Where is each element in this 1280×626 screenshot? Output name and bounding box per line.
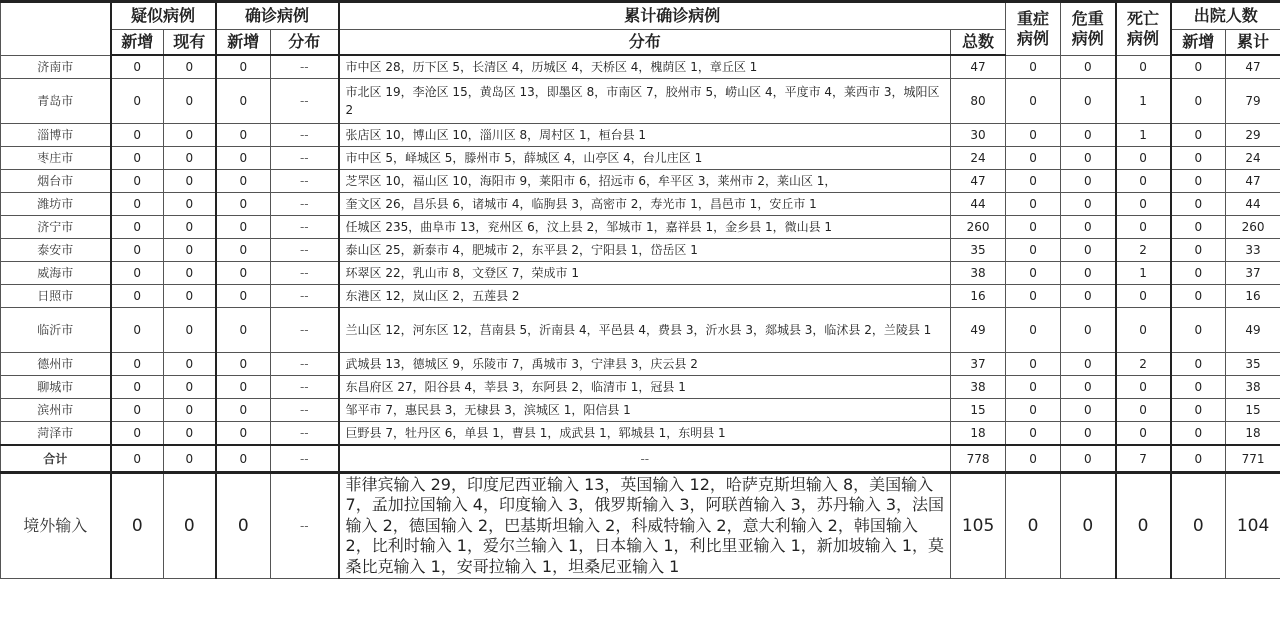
discharged-cumulative-cell: 47	[1226, 55, 1280, 79]
imported-cases-row	[1, 473, 1280, 579]
suspected-new-cell: 0	[111, 422, 164, 446]
death-cell: 1	[1116, 262, 1171, 285]
discharged-cumulative-cell: 38	[1226, 376, 1280, 399]
suspected-new-cell: 0	[111, 124, 164, 147]
critical-cell: 0	[1061, 308, 1116, 353]
cumulative-distribution-cell: 兰山区 12，河东区 12，莒南县 5，沂南县 4，平邑县 4，费县 3，沂水县 3，郯城县 3，临沭县 2，兰陵县 1	[339, 308, 951, 353]
suspected-new-cell: 0	[111, 216, 164, 239]
critical-cell: 0	[1061, 285, 1116, 308]
confirmed-new-cell: 0	[216, 308, 271, 353]
suspected-current-cell: 0	[164, 55, 216, 79]
discharged-cumulative-cell: 18	[1226, 422, 1280, 446]
critical-cell: 0	[1061, 445, 1116, 473]
header-cumulative-total: 总数	[951, 30, 1006, 56]
suspected-new-cell: 0	[111, 308, 164, 353]
death-cell: 0	[1116, 285, 1171, 308]
critical-cell: 0	[1061, 124, 1116, 147]
suspected-new-cell: 0	[111, 239, 164, 262]
critical-cell: 0	[1061, 147, 1116, 170]
critical-cell: 0	[1061, 239, 1116, 262]
cumulative-distribution-cell: 泰山区 25，新泰市 4，肥城市 2，东平县 2，宁阳县 1，岱岳区 1	[339, 239, 951, 262]
cumulative-distribution-cell: 武城县 13，德城区 9，乐陵市 7，禹城市 3，宁津县 3，庆云县 2	[339, 353, 951, 376]
confirmed-new-cell: 0	[216, 262, 271, 285]
suspected-new-cell: 0	[111, 55, 164, 79]
discharged-new-cell: 0	[1171, 79, 1226, 124]
cumulative-distribution-cell: 东昌府区 27，阳谷县 4，莘县 3，东阿县 2，临清市 1，冠县 1	[339, 376, 951, 399]
confirmed-new-cell: 0	[216, 376, 271, 399]
death-cell: 7	[1116, 445, 1171, 473]
confirmed-distribution-cell: --	[271, 445, 339, 473]
suspected-new-cell: 0	[111, 170, 164, 193]
death-cell: 0	[1116, 473, 1171, 579]
table-row	[1, 55, 1280, 79]
confirmed-distribution-cell: --	[271, 473, 339, 579]
cumulative-total-cell: 35	[951, 239, 1006, 262]
severe-cell: 0	[1006, 422, 1061, 446]
severe-cell: 0	[1006, 216, 1061, 239]
discharged-new-cell: 0	[1171, 262, 1226, 285]
severe-cell: 0	[1006, 170, 1061, 193]
severe-cell: 0	[1006, 376, 1061, 399]
confirmed-distribution-cell: --	[271, 147, 339, 170]
confirmed-distribution-cell: --	[271, 79, 339, 124]
suspected-current-cell: 0	[164, 285, 216, 308]
discharged-new-cell: 0	[1171, 239, 1226, 262]
discharged-cumulative-cell: 44	[1226, 193, 1280, 216]
suspected-new-cell: 0	[111, 445, 164, 473]
cumulative-total-cell: 24	[951, 147, 1006, 170]
discharged-new-cell: 0	[1171, 445, 1226, 473]
cumulative-distribution-cell: 任城区 235，曲阜市 13，兖州区 6，汶上县 2，邹城市 1，嘉祥县 1，金乡县 1，微山县 1	[339, 216, 951, 239]
cumulative-distribution-cell: 环翠区 22，乳山市 8，文登区 7，荣成市 1	[339, 262, 951, 285]
cumulative-total-cell: 15	[951, 399, 1006, 422]
header-discharged: 出院人数	[1171, 2, 1280, 30]
table-row	[1, 285, 1280, 308]
cumulative-distribution-cell: 张店区 10，博山区 10，淄川区 8，周村区 1，桓台县 1	[339, 124, 951, 147]
suspected-current-cell: 0	[164, 124, 216, 147]
suspected-new-cell: 0	[111, 399, 164, 422]
city-cell: 境外输入	[1, 473, 111, 579]
total-row	[1, 445, 1280, 473]
confirmed-new-cell: 0	[216, 285, 271, 308]
cumulative-distribution-cell: 市北区 19，李沧区 15，黄岛区 13，即墨区 8，市南区 7，胶州市 5，崂山区 4，平度市 4，莱西市 3，城阳区 2	[339, 79, 951, 124]
death-cell: 2	[1116, 353, 1171, 376]
severe-cell: 0	[1006, 445, 1061, 473]
header-critical: 危重 病例	[1061, 2, 1116, 56]
confirmed-new-cell: 0	[216, 445, 271, 473]
city-cell: 青岛市	[1, 79, 111, 124]
suspected-new-cell: 0	[111, 285, 164, 308]
discharged-cumulative-cell: 49	[1226, 308, 1280, 353]
discharged-new-cell: 0	[1171, 399, 1226, 422]
confirmed-distribution-cell: --	[271, 193, 339, 216]
table-row	[1, 216, 1280, 239]
cumulative-distribution-cell: 邹平市 7，惠民县 3，无棣县 3，滨城区 1，阳信县 1	[339, 399, 951, 422]
discharged-cumulative-cell: 104	[1226, 473, 1280, 579]
header-cumulative: 累计确诊病例	[339, 2, 1006, 30]
severe-cell: 0	[1006, 353, 1061, 376]
severe-cell: 0	[1006, 308, 1061, 353]
table-row	[1, 124, 1280, 147]
critical-cell: 0	[1061, 55, 1116, 79]
confirmed-new-cell: 0	[216, 399, 271, 422]
discharged-cumulative-cell: 24	[1226, 147, 1280, 170]
cumulative-distribution-cell: 巨野县 7，牡丹区 6，单县 1，曹县 1，成武县 1，郓城县 1，东明县 1	[339, 422, 951, 446]
severe-cell: 0	[1006, 285, 1061, 308]
suspected-new-cell: 0	[111, 376, 164, 399]
death-cell: 0	[1116, 216, 1171, 239]
cumulative-total-cell: 49	[951, 308, 1006, 353]
table-row	[1, 353, 1280, 376]
confirmed-new-cell: 0	[216, 124, 271, 147]
suspected-new-cell: 0	[111, 473, 164, 579]
suspected-current-cell: 0	[164, 399, 216, 422]
severe-cell: 0	[1006, 239, 1061, 262]
death-cell: 2	[1116, 239, 1171, 262]
confirmed-new-cell: 0	[216, 239, 271, 262]
discharged-new-cell: 0	[1171, 55, 1226, 79]
header-suspected-current: 现有	[164, 30, 216, 56]
table-row	[1, 422, 1280, 446]
table-row	[1, 79, 1280, 124]
suspected-current-cell: 0	[164, 170, 216, 193]
table-row	[1, 193, 1280, 216]
suspected-current-cell: 0	[164, 239, 216, 262]
death-cell: 0	[1116, 147, 1171, 170]
discharged-cumulative-cell: 79	[1226, 79, 1280, 124]
suspected-current-cell: 0	[164, 308, 216, 353]
city-cell: 菏泽市	[1, 422, 111, 446]
discharged-new-cell: 0	[1171, 147, 1226, 170]
header-confirmed: 确诊病例	[216, 2, 339, 30]
discharged-cumulative-cell: 35	[1226, 353, 1280, 376]
cumulative-distribution-cell: 东港区 12，岚山区 2，五莲县 2	[339, 285, 951, 308]
suspected-current-cell: 0	[164, 79, 216, 124]
confirmed-new-cell: 0	[216, 473, 271, 579]
severe-cell: 0	[1006, 147, 1061, 170]
table-row	[1, 308, 1280, 353]
death-cell: 0	[1116, 170, 1171, 193]
severe-cell: 0	[1006, 79, 1061, 124]
header-suspected: 疑似病例	[111, 2, 216, 30]
discharged-cumulative-cell: 16	[1226, 285, 1280, 308]
header-confirmed-new: 新增	[216, 30, 271, 56]
cumulative-total-cell: 38	[951, 262, 1006, 285]
discharged-new-cell: 0	[1171, 376, 1226, 399]
severe-cell: 0	[1006, 193, 1061, 216]
critical-cell: 0	[1061, 262, 1116, 285]
city-cell: 济宁市	[1, 216, 111, 239]
death-cell: 0	[1116, 308, 1171, 353]
critical-cell: 0	[1061, 399, 1116, 422]
cumulative-total-cell: 18	[951, 422, 1006, 446]
severe-cell: 0	[1006, 473, 1061, 579]
confirmed-distribution-cell: --	[271, 376, 339, 399]
discharged-new-cell: 0	[1171, 422, 1226, 446]
death-cell: 0	[1116, 399, 1171, 422]
cumulative-distribution-cell: 市中区 5，峄城区 5，滕州市 5，薛城区 4，山亭区 4，台儿庄区 1	[339, 147, 951, 170]
header-discharged-cumulative: 累计	[1226, 30, 1280, 56]
table-row	[1, 399, 1280, 422]
cumulative-distribution-cell: 菲律宾输入 29，印度尼西亚输入 13，英国输入 12，哈萨克斯坦输入 8，美国输入 7，孟加拉国输入 4，印度输入 3，俄罗斯输入 3，阿联酋输入 3，苏丹输入 3，法国输入 2，德国输入 2，巴基斯坦输入 2，科威特输入 2，意大利输入 2，韩国输入 2，比利时输入 1，爱尔兰输入 1，日本输入 1，利比里亚输入 1，新加坡输入 1，莫桑比克输入 1，安哥拉输入 1，坦桑尼亚输入 1	[339, 473, 951, 579]
cumulative-total-cell: 778	[951, 445, 1006, 473]
confirmed-distribution-cell: --	[271, 216, 339, 239]
confirmed-new-cell: 0	[216, 353, 271, 376]
suspected-current-cell: 0	[164, 353, 216, 376]
cumulative-total-cell: 47	[951, 55, 1006, 79]
discharged-new-cell: 0	[1171, 285, 1226, 308]
confirmed-distribution-cell: --	[271, 399, 339, 422]
city-cell: 济南市	[1, 55, 111, 79]
header-cumulative-distribution: 分布	[339, 30, 951, 56]
confirmed-new-cell: 0	[216, 79, 271, 124]
confirmed-new-cell: 0	[216, 55, 271, 79]
cumulative-total-cell: 38	[951, 376, 1006, 399]
discharged-new-cell: 0	[1171, 353, 1226, 376]
cumulative-distribution-cell: --	[339, 445, 951, 473]
confirmed-new-cell: 0	[216, 422, 271, 446]
death-cell: 0	[1116, 376, 1171, 399]
death-cell: 0	[1116, 193, 1171, 216]
critical-cell: 0	[1061, 216, 1116, 239]
header-confirmed-distribution: 分布	[271, 30, 339, 56]
confirmed-distribution-cell: --	[271, 262, 339, 285]
critical-cell: 0	[1061, 79, 1116, 124]
cumulative-total-cell: 37	[951, 353, 1006, 376]
table-row	[1, 170, 1280, 193]
critical-cell: 0	[1061, 422, 1116, 446]
city-cell: 烟台市	[1, 170, 111, 193]
death-cell: 0	[1116, 55, 1171, 79]
critical-cell: 0	[1061, 473, 1116, 579]
city-cell: 日照市	[1, 285, 111, 308]
confirmed-distribution-cell: --	[271, 124, 339, 147]
city-cell: 淄博市	[1, 124, 111, 147]
table-row	[1, 147, 1280, 170]
cumulative-distribution-cell: 市中区 28，历下区 5，长清区 4，历城区 4，天桥区 4，槐荫区 1，章丘区 1	[339, 55, 951, 79]
cumulative-total-cell: 80	[951, 79, 1006, 124]
discharged-new-cell: 0	[1171, 170, 1226, 193]
city-cell: 临沂市	[1, 308, 111, 353]
confirmed-new-cell: 0	[216, 147, 271, 170]
suspected-current-cell: 0	[164, 147, 216, 170]
table-row	[1, 376, 1280, 399]
severe-cell: 0	[1006, 124, 1061, 147]
city-cell: 德州市	[1, 353, 111, 376]
suspected-current-cell: 0	[164, 445, 216, 473]
suspected-current-cell: 0	[164, 216, 216, 239]
cumulative-total-cell: 30	[951, 124, 1006, 147]
severe-cell: 0	[1006, 399, 1061, 422]
cumulative-total-cell: 44	[951, 193, 1006, 216]
suspected-new-cell: 0	[111, 353, 164, 376]
confirmed-distribution-cell: --	[271, 239, 339, 262]
critical-cell: 0	[1061, 376, 1116, 399]
confirmed-distribution-cell: --	[271, 170, 339, 193]
confirmed-distribution-cell: --	[271, 285, 339, 308]
confirmed-distribution-cell: --	[271, 422, 339, 446]
city-cell: 滨州市	[1, 399, 111, 422]
city-cell: 枣庄市	[1, 147, 111, 170]
city-cell: 聊城市	[1, 376, 111, 399]
cumulative-total-cell: 105	[951, 473, 1006, 579]
suspected-new-cell: 0	[111, 262, 164, 285]
discharged-new-cell: 0	[1171, 216, 1226, 239]
confirmed-new-cell: 0	[216, 170, 271, 193]
suspected-current-cell: 0	[164, 193, 216, 216]
city-cell: 合计	[1, 445, 111, 473]
header-death: 死亡 病例	[1116, 2, 1171, 56]
discharged-new-cell: 0	[1171, 308, 1226, 353]
confirmed-new-cell: 0	[216, 216, 271, 239]
cumulative-total-cell: 47	[951, 170, 1006, 193]
header-suspected-new: 新增	[111, 30, 164, 56]
discharged-new-cell: 0	[1171, 473, 1226, 579]
cumulative-distribution-cell: 芝罘区 10，福山区 10，海阳市 9，莱阳市 6，招远市 6，牟平区 3，莱州市 2，莱山区 1，	[339, 170, 951, 193]
confirmed-new-cell: 0	[216, 193, 271, 216]
header-severe: 重症 病例	[1006, 2, 1061, 56]
table-row	[1, 239, 1280, 262]
corner-cell	[1, 2, 111, 56]
death-cell: 1	[1116, 124, 1171, 147]
table-row	[1, 262, 1280, 285]
header-discharged-new: 新增	[1171, 30, 1226, 56]
critical-cell: 0	[1061, 193, 1116, 216]
city-cell: 泰安市	[1, 239, 111, 262]
suspected-current-cell: 0	[164, 473, 216, 579]
discharged-cumulative-cell: 15	[1226, 399, 1280, 422]
discharged-cumulative-cell: 260	[1226, 216, 1280, 239]
critical-cell: 0	[1061, 353, 1116, 376]
discharged-cumulative-cell: 47	[1226, 170, 1280, 193]
severe-cell: 0	[1006, 262, 1061, 285]
confirmed-distribution-cell: --	[271, 353, 339, 376]
cumulative-total-cell: 260	[951, 216, 1006, 239]
suspected-new-cell: 0	[111, 147, 164, 170]
suspected-new-cell: 0	[111, 79, 164, 124]
suspected-current-cell: 0	[164, 262, 216, 285]
discharged-cumulative-cell: 771	[1226, 445, 1280, 473]
severe-cell: 0	[1006, 55, 1061, 79]
suspected-current-cell: 0	[164, 376, 216, 399]
death-cell: 1	[1116, 79, 1171, 124]
city-cell: 威海市	[1, 262, 111, 285]
death-cell: 0	[1116, 422, 1171, 446]
cumulative-distribution-cell: 奎文区 26，昌乐县 6，诸城市 4，临朐县 3，高密市 2，寿光市 1，昌邑市 1，安丘市 1	[339, 193, 951, 216]
discharged-cumulative-cell: 37	[1226, 262, 1280, 285]
suspected-new-cell: 0	[111, 193, 164, 216]
cumulative-total-cell: 16	[951, 285, 1006, 308]
discharged-cumulative-cell: 29	[1226, 124, 1280, 147]
discharged-cumulative-cell: 33	[1226, 239, 1280, 262]
critical-cell: 0	[1061, 170, 1116, 193]
confirmed-distribution-cell: --	[271, 55, 339, 79]
discharged-new-cell: 0	[1171, 124, 1226, 147]
city-cell: 潍坊市	[1, 193, 111, 216]
discharged-new-cell: 0	[1171, 193, 1226, 216]
suspected-current-cell: 0	[164, 422, 216, 446]
confirmed-distribution-cell: --	[271, 308, 339, 353]
